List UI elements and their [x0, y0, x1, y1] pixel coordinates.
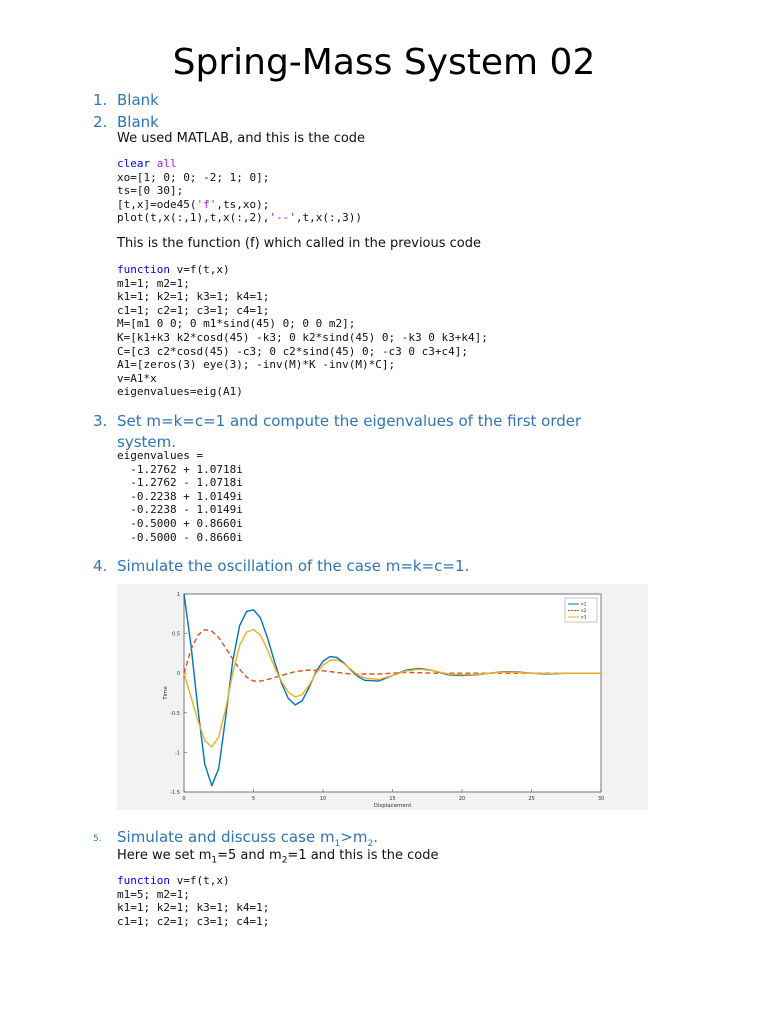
subscript: 2 [367, 839, 374, 849]
code-line: k1=1; k2=1; k3=1; k4=1; [117, 290, 270, 304]
eigenvalue: -1.2762 - 1.0718i [130, 476, 243, 490]
list-number: 1. [93, 91, 108, 109]
y-tick-label: -0.5 [170, 710, 180, 717]
code-line: ts=[0 30]; [117, 184, 184, 198]
list-number-5: 5. [93, 834, 102, 844]
x-tick-label: 5 [251, 796, 256, 802]
list-text: Blank [117, 91, 159, 109]
x-tick-label: 25 [528, 796, 535, 802]
subscript: 1 [211, 855, 218, 866]
code-block-case [117, 874, 269, 928]
list-item-1 [93, 91, 159, 109]
list-text: Set m=k=c=1 and compute the eigenvalues of the first order [117, 412, 582, 430]
text: =1 and this is the code [287, 848, 439, 863]
code-line: eigenvalues=eig(A1) [117, 385, 243, 399]
eigenvalues-label: eigenvalues = [117, 449, 204, 462]
list-number: 4. [93, 557, 108, 575]
x-tick-label: 20 [458, 796, 466, 802]
list-item-5 [117, 828, 378, 849]
text: Here we set m [117, 848, 212, 863]
code-line: ,ts,xo); [216, 197, 270, 211]
list-text: Blank [117, 113, 159, 131]
subscript: 1 [334, 839, 341, 849]
code-line: v=A1*x [117, 371, 157, 385]
code-line: C=[c3 c2*cosd(45) -c3; 0 c2*sind(45) 0; -c3 0 c3+c4]; [117, 344, 468, 358]
eigenvalue: -0.2238 - 1.0149i [130, 503, 243, 517]
code-string: '--' [269, 211, 296, 225]
subscript: 2 [281, 855, 288, 866]
code-block-function [117, 263, 488, 399]
eigenvalue: -1.2762 + 1.0718i [130, 462, 243, 476]
y-tick-label: -1 [175, 750, 180, 757]
x-tick-label: 30 [597, 796, 605, 802]
code-line: k1=1; k2=1; k3=1; k4=1; [117, 901, 270, 915]
code-line: c1=1; c2=1; c3=1; c4=1; [117, 914, 270, 928]
y-tick-label: -1.5 [170, 790, 180, 796]
list-text: . [373, 828, 378, 846]
code-line: m1=1; m2=1; [117, 276, 190, 290]
y-tick-label: 0 [176, 671, 180, 678]
code-line: plot(t,x(:,1),t,x(:,2), [117, 211, 270, 225]
paragraph-function-intro: This is the function (f) which called in the previous code [117, 236, 482, 251]
x-axis-label: Displacement [373, 803, 412, 809]
code-block-main [117, 157, 362, 225]
code-line: ,t,x(:,3)) [295, 211, 363, 225]
list-number: 2. [93, 113, 108, 131]
code-line: xo=[1; 0; 0; -2; 1; 0]; [117, 170, 270, 184]
code-line: v=f(t,x) [169, 263, 230, 276]
code-keyword: all [156, 157, 177, 170]
x-tick-label: 15 [389, 796, 396, 802]
eigenvalue: -0.2238 + 1.0149i [130, 489, 243, 503]
y-tick-label: 1 [176, 592, 180, 598]
code-line: M=[m1 0 0; 0 m1*sind(45) 0; 0 0 m2]; [117, 317, 356, 331]
list-text: Simulate and discuss case m [117, 828, 335, 846]
list-item-4 [93, 557, 469, 575]
list-item-2 [93, 113, 159, 131]
text: =5 and m [217, 848, 282, 863]
x-tick-label: 0 [182, 796, 186, 802]
eigenvalue: -0.5000 - 0.8660i [130, 530, 243, 544]
list-text: Simulate the oscillation of the case m=k=c=1. [117, 557, 470, 575]
plot-area [184, 594, 601, 792]
code-line: K=[k1+k3 k2*cosd(45) -k3; 0 k2*sind(45) 0; -k3 0 k3+k4]; [117, 330, 488, 344]
list-text-continued: system. [117, 433, 176, 451]
oscillation-chart [117, 584, 648, 810]
eigenvalue: -0.5000 + 0.8660i [130, 516, 243, 530]
code-line: c1=1; c2=1; c3=1; c4=1; [117, 303, 270, 317]
code-line: A1=[zeros(3) eye(3); -inv(M)*K -inv(M)*C]; [117, 358, 396, 372]
paragraph-intro: We used MATLAB, and this is the code [117, 131, 366, 146]
code-line: v=f(t,x) [169, 874, 230, 887]
code-keyword: function [117, 874, 170, 887]
code-line: m1=5; m2=1; [117, 887, 190, 901]
list-item-3 [93, 411, 581, 453]
paragraph-case-intro [117, 848, 439, 866]
x-tick-label: 10 [319, 796, 327, 802]
list-text: >m [340, 828, 368, 846]
legend-label: x3 [581, 615, 587, 621]
legend-label: x2 [581, 609, 587, 615]
page-title: Spring-Mass System 02 [172, 42, 596, 83]
legend-label: x1 [581, 602, 587, 608]
code-keyword: function [117, 263, 170, 276]
y-axis-label: Time [163, 686, 169, 700]
y-tick-label: 0.5 [172, 631, 180, 638]
code-line: [t,x]=ode45( [117, 197, 197, 211]
eigenvalues-output [117, 449, 243, 544]
code-keyword: clear [117, 157, 151, 170]
code-string: 'f' [196, 197, 217, 211]
list-number: 3. [93, 412, 108, 430]
